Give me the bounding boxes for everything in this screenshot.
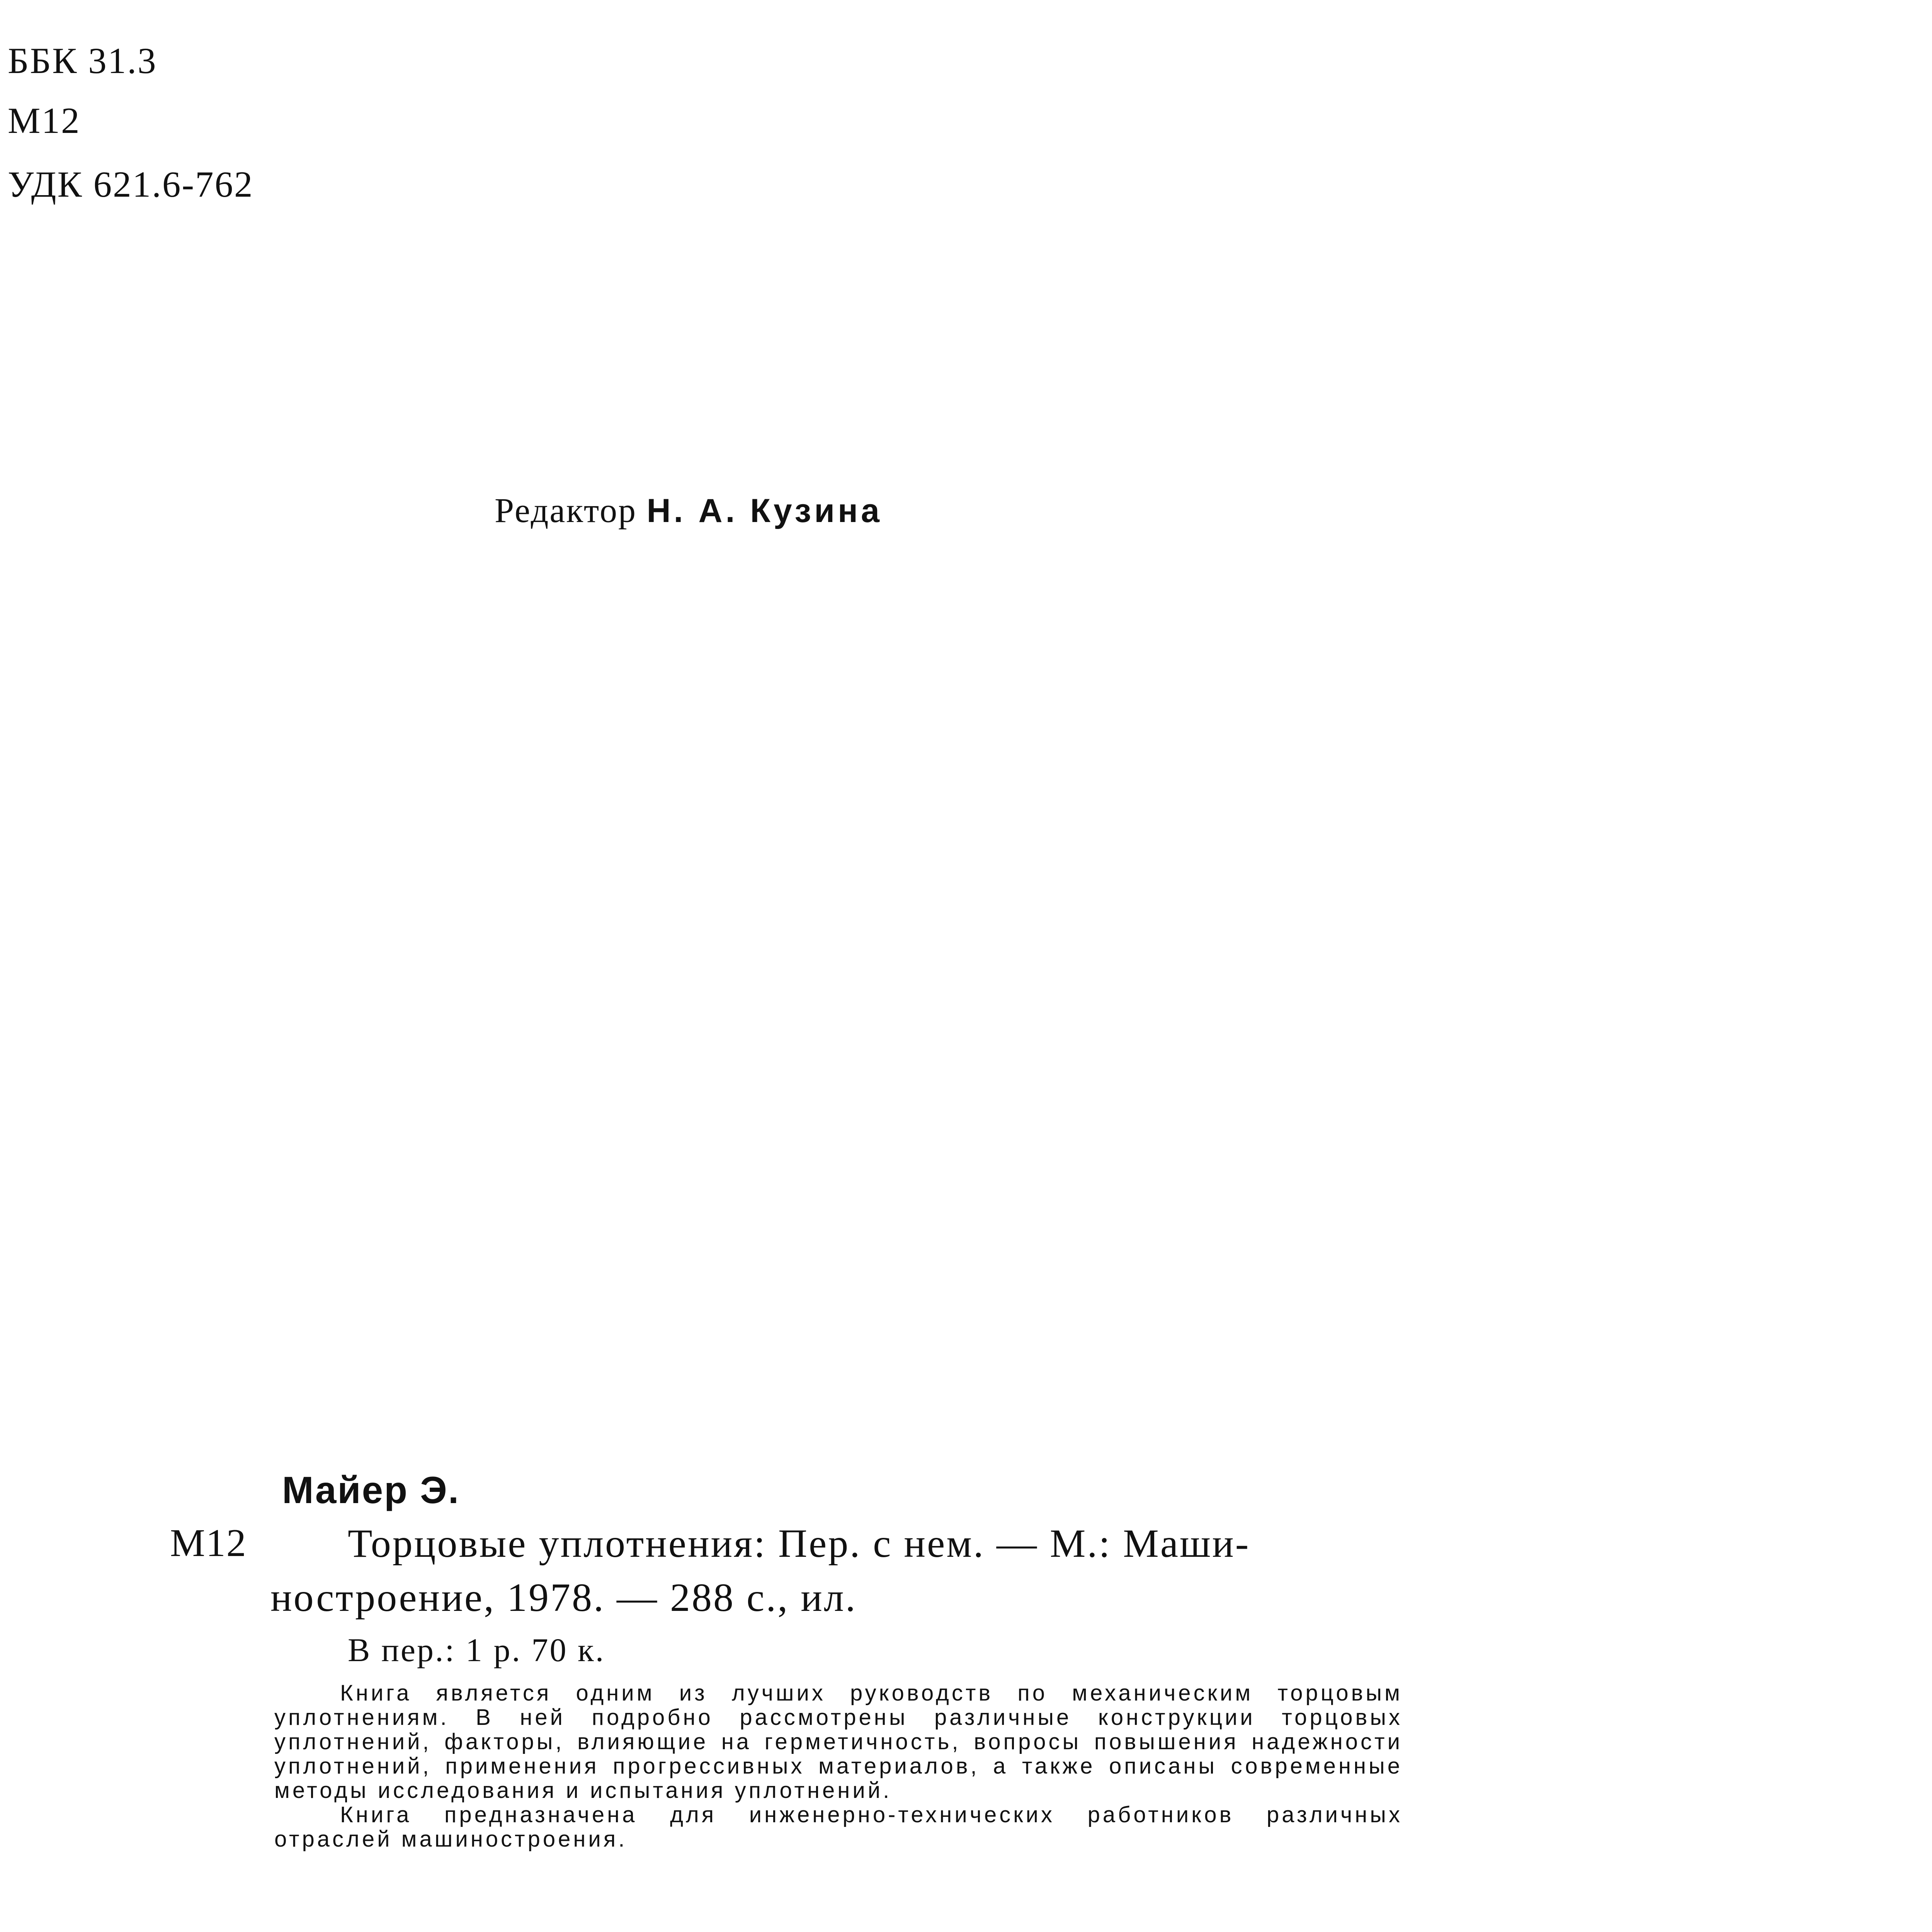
catalog-card-title: [270, 1517, 1399, 1625]
abstract-paragraph: Книга предназначена для инженерно-технических работников различных отраслей машиностроения.: [274, 1802, 1403, 1852]
catalog-card-title-line2: ностроение, 1978. — 288 с., ил.: [270, 1575, 857, 1620]
editor-name: Н. А. Кузина: [646, 492, 883, 529]
catalog-card-price: В пер.: 1 р. 70 к.: [348, 1631, 605, 1668]
editor-credit: [495, 491, 883, 531]
catalog-card-code: М12: [170, 1521, 247, 1565]
catalog-card-author: Майер Э.: [282, 1469, 460, 1511]
catalog-card-abstract: [274, 1681, 1403, 1851]
udk-index: УДК 621.6-762: [8, 164, 254, 205]
catalog-card-title-line1: Торцовые уплотнения: Пер. с нем. — М.: Маши-: [348, 1521, 1250, 1566]
author-mark: М12: [8, 100, 81, 141]
abstract-paragraph: Книга является одним из лучших руководств по механическим торцовым уплотнениям. В ней подробно рассмотрены различные конструкции торцовых уплотнений, факторы, влияющие на герметичность, вопросы повышения надежности уплотнений, применения прогрессивных материалов, а также описаны современные методы исследования и испытания уплотнений.: [274, 1680, 1403, 1803]
right-page: [1507, 0, 1932, 1932]
editor-label: Редактор: [495, 492, 637, 530]
bbk-index: ББК 31.3: [8, 40, 157, 81]
